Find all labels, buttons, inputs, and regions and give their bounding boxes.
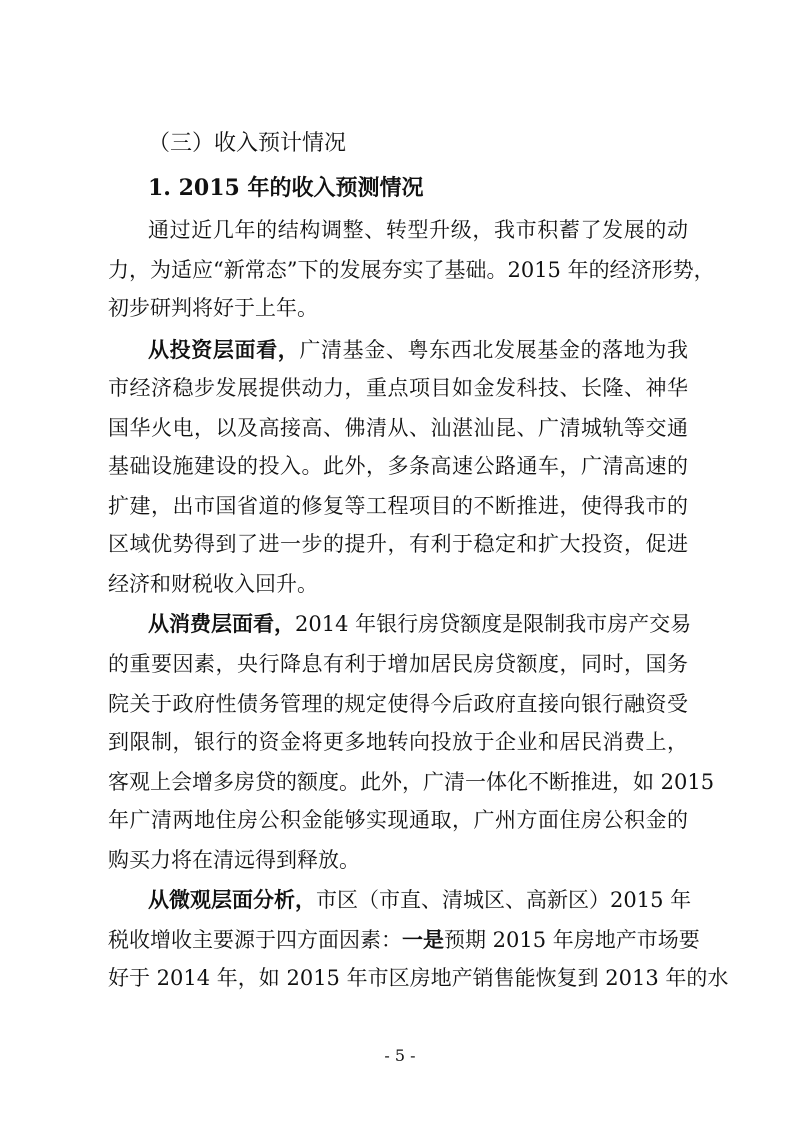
subsection-heading: 1. 2015 年的收入预测情况 xyxy=(148,175,424,201)
paragraph4-line1 xyxy=(148,886,692,914)
paragraph3-line6: 年广清两地住房公积金能够实现通取，广州方面住房公积金的 xyxy=(108,808,688,832)
paragraph2-line7: 经济和财税收入回升。 xyxy=(108,572,318,596)
paragraph1-line1: 通过近几年的结构调整、转型升级，我市积蓄了发展的动 xyxy=(148,218,688,242)
first-point-marker: 一是 xyxy=(402,927,444,952)
paragraph3-line2: 的重要因素，央行降息有利于增加居民房贷额度，同时，国务 xyxy=(108,652,688,676)
paragraph4-line1-text: 市区（市直、清城区、高新区）2015 年 xyxy=(316,888,692,912)
paragraph3-line1 xyxy=(148,610,692,638)
page-number: - 5 - xyxy=(384,1046,416,1065)
paragraph3-line4: 到限制，银行的资金将更多地转向投放于企业和居民消费上， xyxy=(108,730,688,754)
paragraph4-line2-text: 税收增收主要源于四方面因素： xyxy=(108,928,402,952)
paragraph1-line2: 力，为适应“新常态”下的发展夯实了基础。2015 年的经济形势， xyxy=(108,258,715,282)
paragraph2-line6: 区域优势得到了进一步的提升，有利于稳定和扩大投资，促进 xyxy=(108,532,688,556)
paragraph1-line3: 初步研判将好于上年。 xyxy=(108,296,318,320)
paragraph4-lead: 从微观层面分析， xyxy=(148,887,316,912)
section-heading: （三）收入预计情况 xyxy=(148,131,347,156)
paragraph4-line2 xyxy=(108,926,700,954)
paragraph2-line1 xyxy=(148,336,688,364)
paragraph3-lead: 从消费层面看， xyxy=(148,611,295,636)
paragraph2-line4: 基础设施建设的投入。此外，多条高速公路通车，广清高速的 xyxy=(108,454,688,478)
paragraph2-line3: 国华火电，以及高接高、佛清从、汕湛汕昆、广清城轨等交通 xyxy=(108,416,688,440)
paragraph2-line2: 市经济稳步发展提供动力，重点项目如金发科技、长隆、神华 xyxy=(108,376,688,400)
paragraph4-line2-tail: 预期 2015 年房地产市场要 xyxy=(444,928,700,952)
paragraph3-line7: 购买力将在清远得到释放。 xyxy=(108,848,360,872)
paragraph2-line5: 扩建，出市国省道的修复等工程项目的不断推进，使得我市的 xyxy=(108,494,688,518)
paragraph3-line5: 客观上会增多房贷的额度。此外，广清一体化不断推进，如 2015 xyxy=(108,770,715,794)
paragraph4-line3: 好于 2014 年，如 2015 年市区房地产销售能恢复到 2013 年的水 xyxy=(108,966,729,990)
paragraph2-line1-text: 广清基金、粤东西北发展基金的落地为我 xyxy=(299,338,688,362)
paragraph3-line1-text: 2014 年银行房贷额度是限制我市房产交易 xyxy=(295,612,692,636)
paragraph2-lead: 从投资层面看， xyxy=(148,337,300,362)
paragraph3-line3: 院关于政府性债务管理的规定使得今后政府直接向银行融资受 xyxy=(108,692,688,716)
